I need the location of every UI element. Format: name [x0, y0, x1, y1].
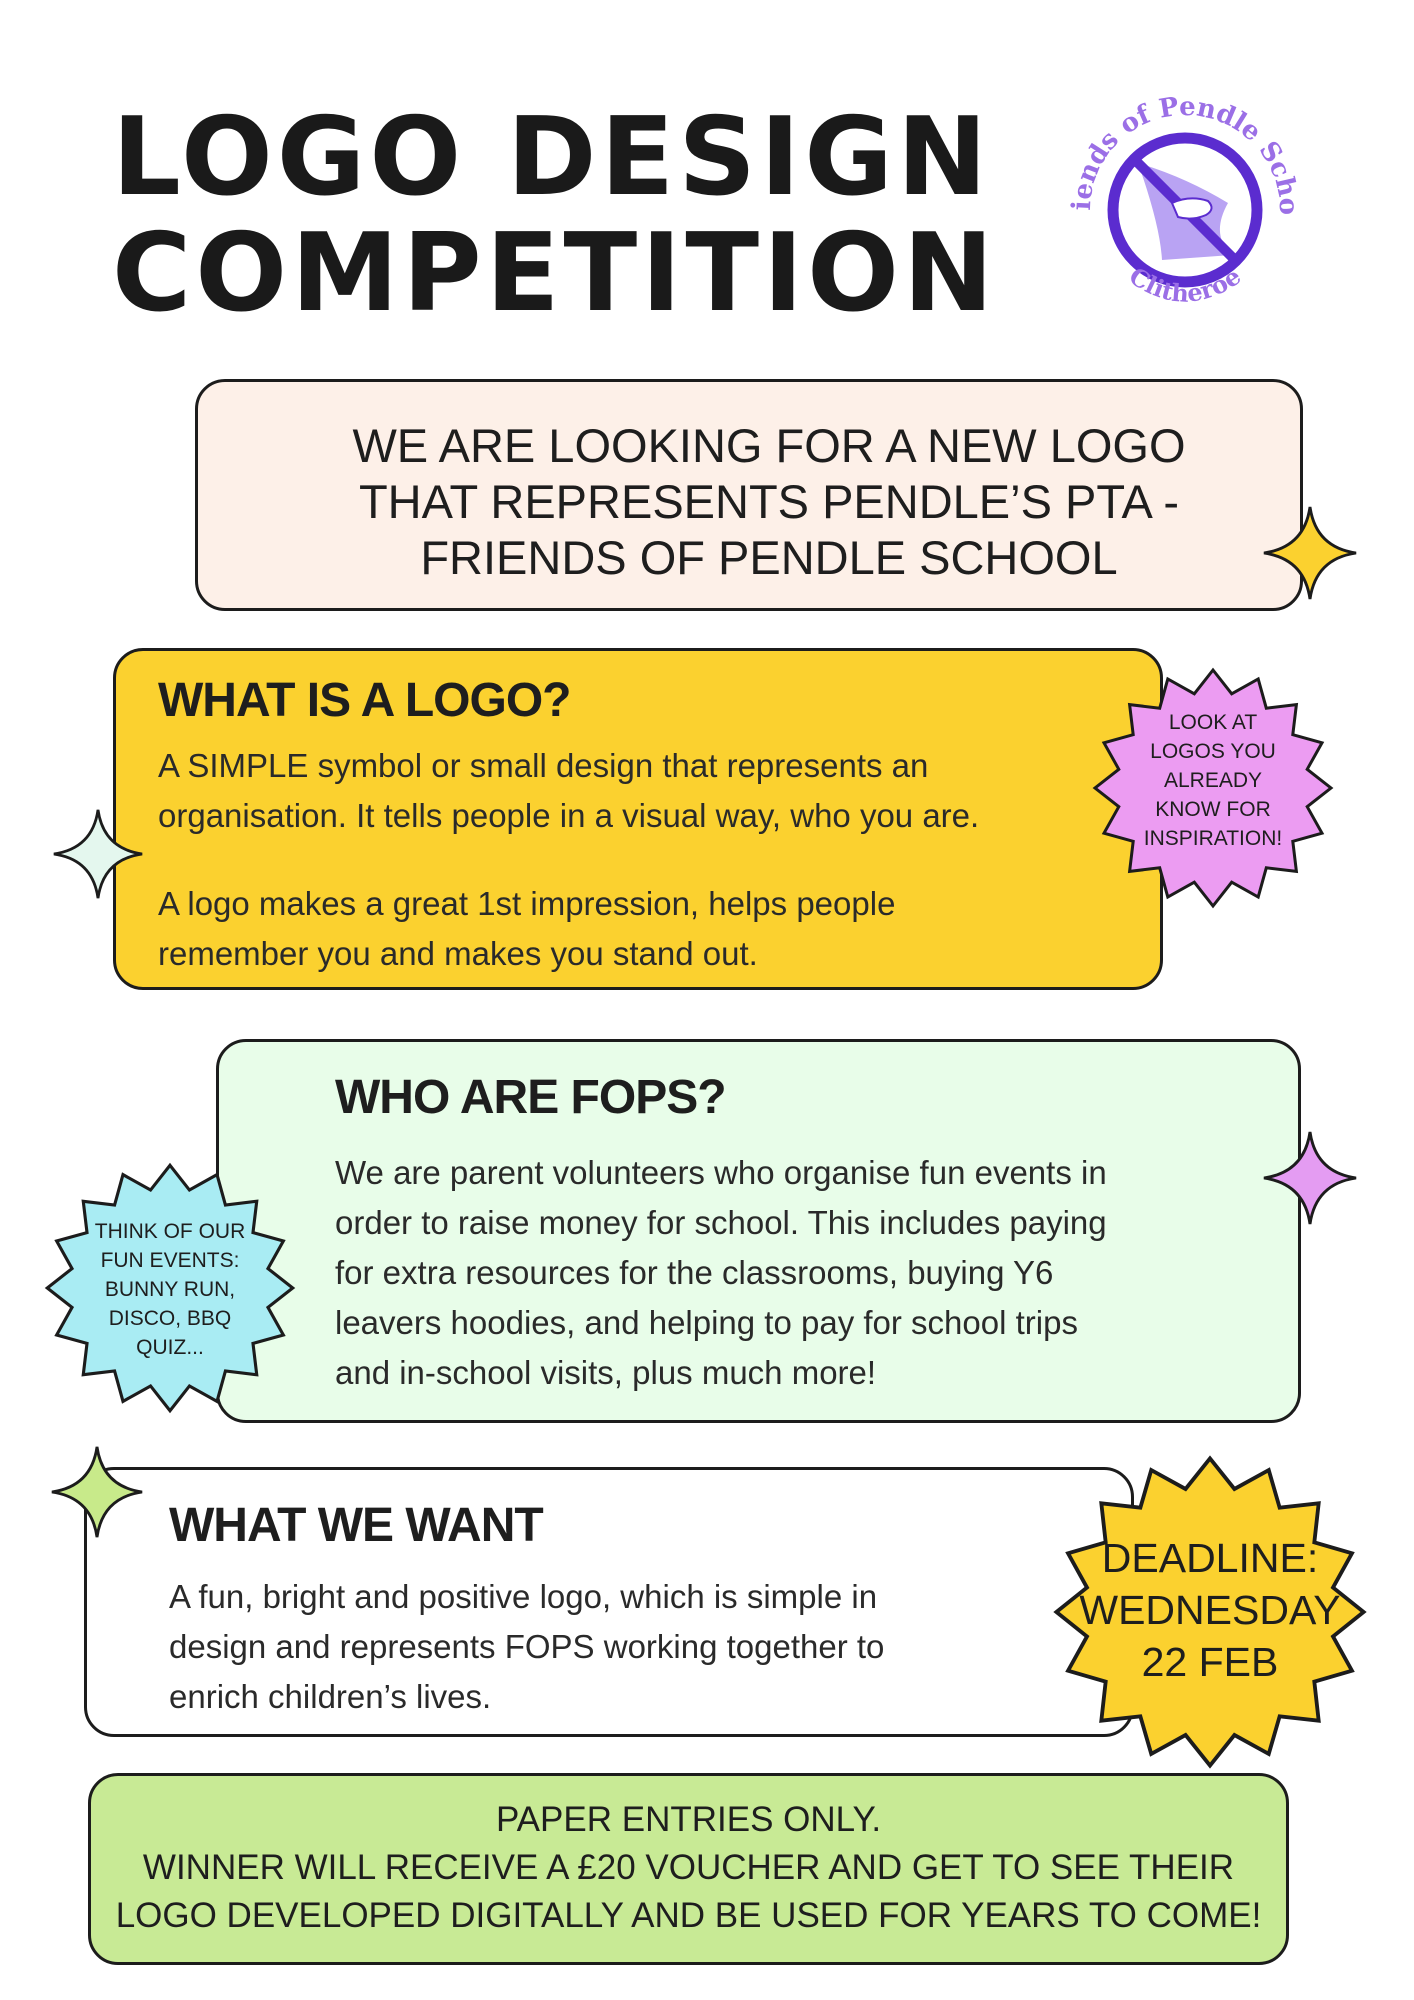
pink-badge-line-1: LOOK AT	[1168, 711, 1258, 734]
what-is-logo-box	[113, 648, 1163, 990]
fops-logo	[1050, 62, 1310, 335]
blue-badge-text	[62, 1217, 278, 1362]
intro-line-3: FRIENDS OF PENDLE SCHOOL	[420, 531, 1118, 584]
entry-info-text	[91, 1796, 1286, 1940]
sparkle-icon-mint	[52, 808, 144, 900]
what-we-want-line-1: A fun, bright and positive logo, which is simple in	[169, 1578, 878, 1615]
deadline-line-1: DEADLINE:	[1101, 1535, 1319, 1581]
deadline-line-2: WEDNESDAY	[1079, 1587, 1341, 1633]
pink-badge-line-4: KNOW FOR	[1155, 798, 1271, 821]
intro-box	[195, 379, 1303, 611]
what-we-want-line-2: design and represents FOPS working together to	[169, 1628, 885, 1665]
intro-text	[258, 418, 1280, 586]
what-is-logo-p1-line1: A SIMPLE symbol or small design that represents an	[158, 747, 929, 784]
pink-badge-line-2: LOGOS YOU	[1150, 740, 1276, 763]
who-are-fops-line-2: order to raise money for school. This includes paying	[335, 1204, 1107, 1241]
what-we-want-line-3: enrich children’s lives.	[169, 1678, 492, 1715]
sparkle-icon-yellow	[1262, 505, 1358, 601]
who-are-fops-heading: WHO ARE FOPS?	[335, 1071, 726, 1124]
what-is-logo-p2-line1: A logo makes a great 1st impression, helps people	[158, 885, 896, 922]
blue-badge-line-4: DISCO, BBQ	[108, 1307, 232, 1330]
entry-info-line-1: PAPER ENTRIES ONLY.	[495, 1800, 882, 1839]
who-are-fops-line-5: and in-school visits, plus much more!	[335, 1354, 877, 1391]
what-we-want-heading: WHAT WE WANT	[169, 1499, 543, 1552]
intro-line-1: WE ARE LOOKING FOR A NEW LOGO	[352, 419, 1186, 472]
who-are-fops-line-1: We are parent volunteers who organise fun events in	[335, 1154, 1107, 1191]
who-are-fops-box	[216, 1039, 1301, 1423]
title-line-2: COMPETITION	[112, 211, 998, 336]
pink-badge-line-5: INSPIRATION!	[1143, 827, 1283, 850]
who-are-fops-line-3: for extra resources for the classrooms, buying Y6	[335, 1254, 1054, 1291]
pink-badge-line-3: ALREADY	[1163, 769, 1263, 792]
what-we-want-box	[84, 1467, 1134, 1737]
who-are-fops-body	[335, 1148, 1107, 1398]
deadline-text	[1060, 1532, 1360, 1688]
blue-badge-line-1: THINK OF OUR	[94, 1220, 246, 1243]
entry-info-line-3: LOGO DEVELOPED DIGITALLY AND BE USED FOR YEARS TO COME!	[115, 1896, 1262, 1935]
pink-badge-text	[1108, 708, 1318, 853]
deadline-line-3: 22 FEB	[1141, 1639, 1279, 1685]
logo-bottom-text: Clitheroe	[1123, 261, 1247, 308]
title-line-1: LOGO DESIGN	[112, 95, 992, 220]
what-we-want-body	[169, 1572, 884, 1722]
hands-icon	[1172, 198, 1212, 218]
entry-info-line-2: WINNER WILL RECEIVE A £20 VOUCHER AND GET TO SEE THEIR	[142, 1848, 1235, 1887]
logo-top-text: Friends of Pendle School	[1050, 62, 1304, 216]
sparkle-icon-green	[50, 1445, 144, 1539]
page-title	[112, 95, 998, 336]
what-is-logo-p2-line2: remember you and makes you stand out.	[158, 935, 758, 972]
blue-badge-line-3: BUNNY RUN,	[104, 1278, 236, 1301]
who-are-fops-line-4: leavers hoodies, and helping to pay for school trips	[335, 1304, 1078, 1341]
what-is-logo-heading: WHAT IS A LOGO?	[158, 674, 571, 727]
blue-badge-line-2: FUN EVENTS:	[100, 1249, 240, 1272]
blue-badge-line-5: QUIZ...	[136, 1336, 204, 1359]
intro-line-2: THAT REPRESENTS PENDLE’S PTA -	[358, 475, 1180, 528]
what-is-logo-body	[158, 741, 979, 979]
entry-info-box	[88, 1773, 1289, 1965]
sparkle-icon-purple	[1262, 1130, 1358, 1226]
what-is-logo-p1-line2: organisation. It tells people in a visual way, who you are.	[158, 797, 980, 834]
